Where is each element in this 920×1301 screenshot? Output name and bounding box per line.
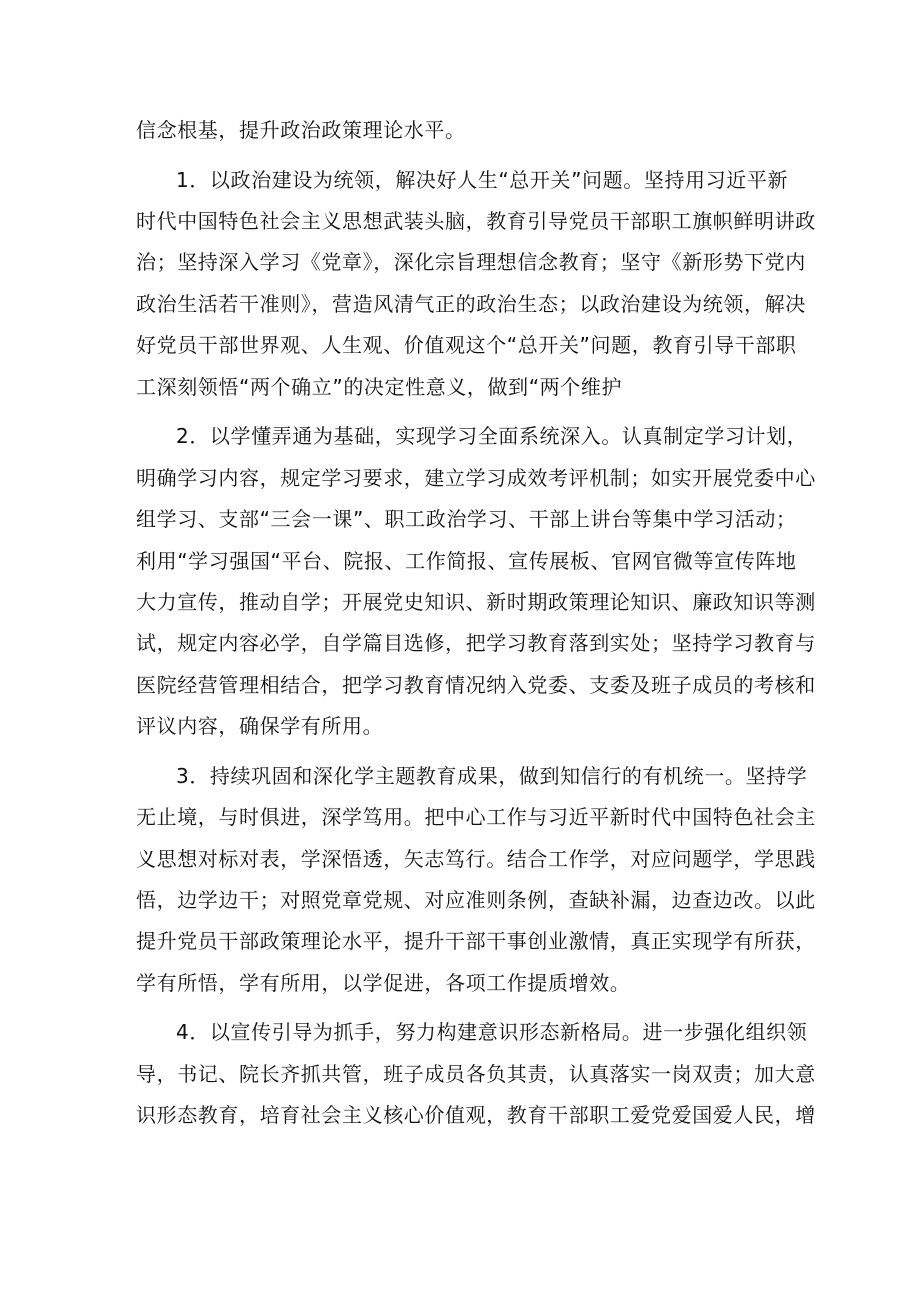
paragraph-3-line-1: 3．持续巩固和深化学主题教育成果，做到知信行的有机统一。坚持学 xyxy=(176,764,808,788)
paragraph-2-line-3: 组学习、支部“三会一课”、职工政治学习、干部上讲台等集中学习活动； xyxy=(136,507,797,531)
paragraph-4-line-1: 4．以宣传引导为抓手，努力构建意识形态新格局。进一步强化组织领 xyxy=(176,1020,808,1044)
paragraph-3-line-5: 提升党员干部政策理论水平，提升干部干事创业激情，真正实现学有所获， xyxy=(136,929,816,953)
paragraph-3-line-3: 义思想对标对表，学深悟透，矢志笃行。结合工作学，对应问题学，学思践 xyxy=(136,847,816,871)
paragraph-2-line-7: 医院经营管理相结合，把学习教育情况纳入党委、支委及班子成员的考核和 xyxy=(136,673,816,697)
paragraph-1-line-6: 工深刻领悟“两个确立”的决定性意义，做到“两个维护 xyxy=(136,375,623,399)
paragraph-2-line-6: 试，规定内容必学，自学篇目选修，把学习教育落到实处；坚持学习教育与 xyxy=(136,631,816,655)
paragraph-2-line-5: 大力宣传，推动自学；开展党史知识、新时期政策理论知识、廉政知识等测 xyxy=(136,590,816,614)
paragraph-1-line-1: 1．以政治建设为统领，解决好人生“总开关”问题。坚持用习近平新 xyxy=(176,168,789,192)
paragraph-1-line-3: 治；坚持深入学习《党章》，深化宗旨理想信念教育；坚守《新形势下党内 xyxy=(136,250,806,274)
paragraph-1-line-4: 政治生活若干准则》，营造风清气正的政治生态；以政治建设为统领，解决 xyxy=(136,292,806,316)
paragraph-4-line-3: 识形态教育，培育社会主义核心价值观，教育干部职工爱党爱国爱人民，增 xyxy=(136,1103,816,1127)
paragraph-2-line-8: 评议内容，确保学有所用。 xyxy=(136,714,384,738)
paragraph-2-line-4: 利用“学习强国“平台、院报、工作简报、宣传展板、官网官微等宣传阵地 xyxy=(136,549,797,573)
paragraph-3-line-2: 无止境，与时俱进，深学笃用。把中心工作与习近平新时代中国特色社会主 xyxy=(136,805,816,829)
paragraph-1-line-5: 好党员干部世界观、人生观、价值观这个“总开关”问题，教育引导干部职 xyxy=(136,333,797,357)
paragraph-3-line-4: 悟，边学边干；对照党章党规、对应准则条例，查缺补漏，边查边改。以此 xyxy=(136,888,816,912)
opening-line: 信念根基，提升政治政策理论水平。 xyxy=(136,118,466,142)
paragraph-4-line-2: 导，书记、院长齐抓共管，班子成员各负其责，认真落实一岗双责；加大意 xyxy=(136,1062,816,1086)
paragraph-2-line-1: 2．以学懂弄通为基础，实现学习全面系统深入。认真制定学习计划， xyxy=(176,424,808,448)
paragraph-2-line-2: 明确学习内容，规定学习要求，建立学习成效考评机制；如实开展党委中心 xyxy=(136,466,816,490)
paragraph-1-line-2: 时代中国特色社会主义思想武装头脑，教育引导党员干部职工旗帜鲜明讲政 xyxy=(136,209,816,233)
paragraph-3-line-6: 学有所悟，学有所用，以学促进，各项工作提质增效。 xyxy=(136,971,631,995)
